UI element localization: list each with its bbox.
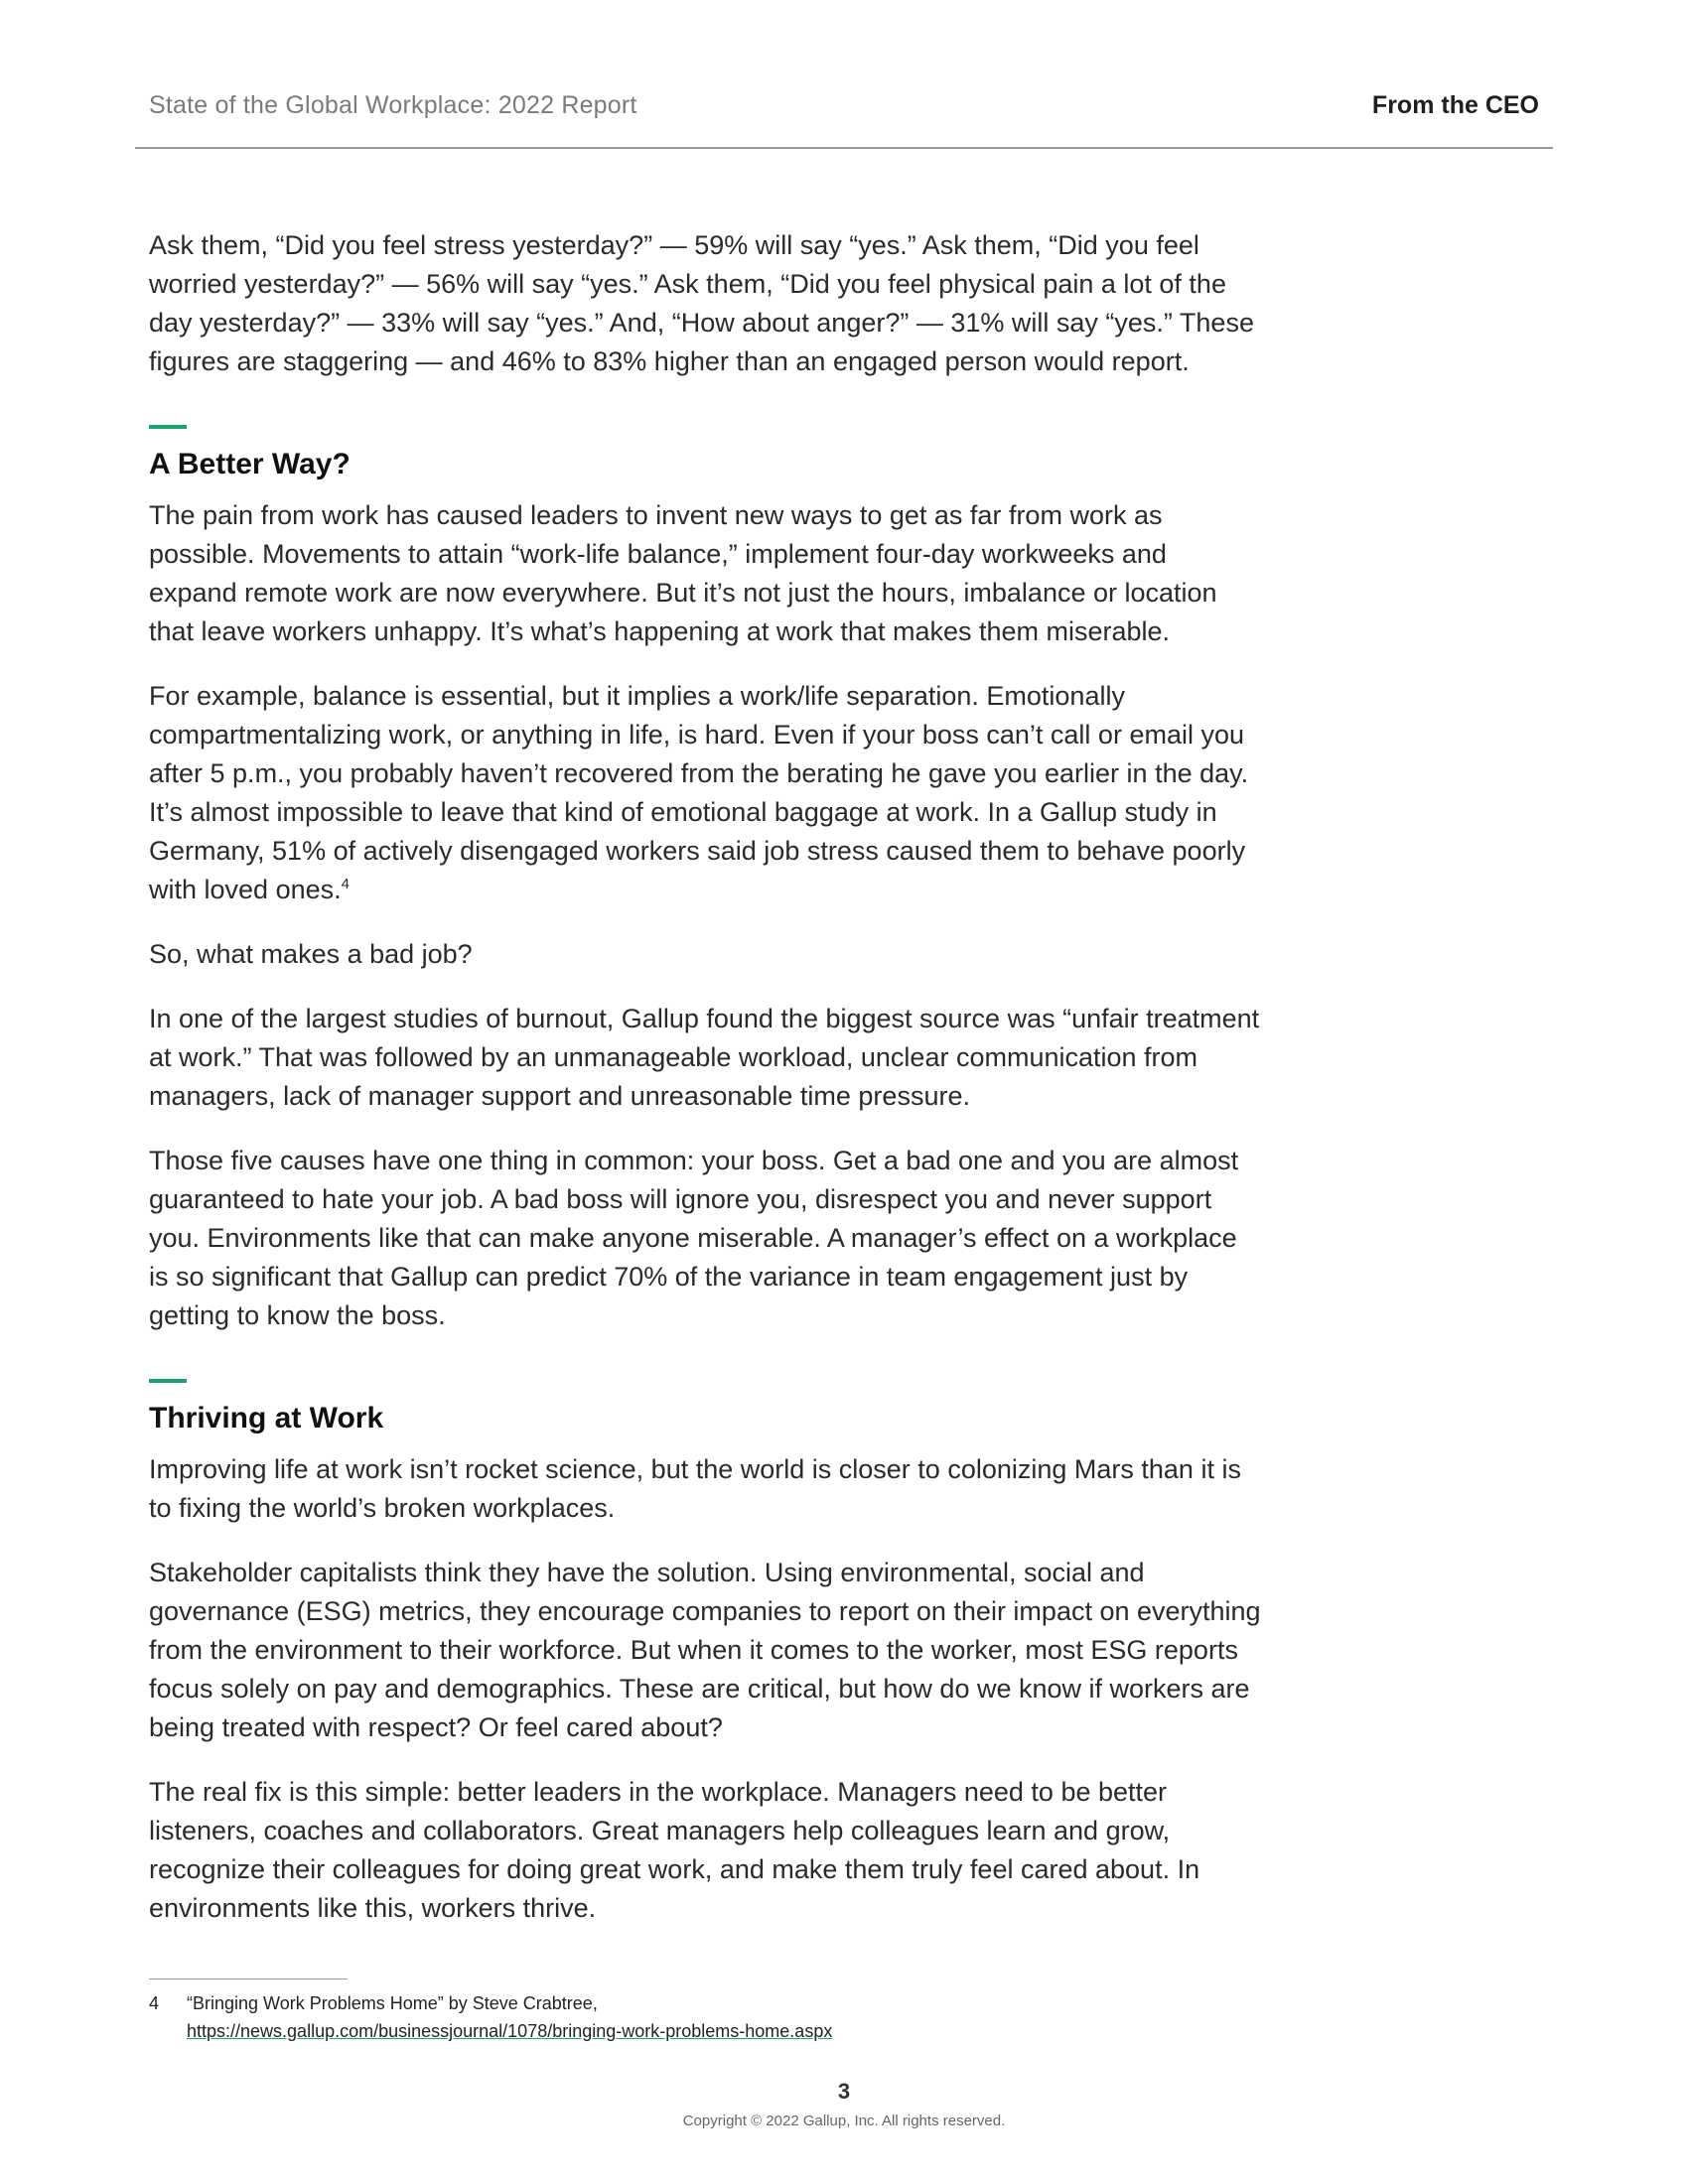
copyright-notice: Copyright © 2022 Gallup, Inc. All rights reserved. [682,2113,1006,2129]
body-paragraph [149,677,1261,909]
report-title: State of the Global Workplace: 2022 Report [149,91,637,119]
header-divider [135,147,1553,149]
section-thriving-at-work [149,1379,1261,1928]
body-paragraph: The real fix is this simple: better leaders in the workplace. Managers need to be better listeners, coaches and collaborators. Great managers help colleagues learn and grow, recognize their colleagues for doing great work, and make them truly feel cared about. In environments like this, workers thrive. [149,1777,1200,1923]
section-accent-bar [149,1379,187,1383]
section-accent-bar [149,425,187,429]
section-label: From the CEO [1371,91,1539,119]
section-better-way [149,425,1261,1335]
main-content [149,226,1261,1954]
footnote-reference[interactable]: 4 [341,876,350,892]
section-heading: A Better Way? [149,448,351,480]
body-paragraph: The pain from work has caused leaders to invent new ways to get as far from work as possible. Movements to attain “work-life balance,” implement four-day workweeks and expand remote work are now everywhere. But it’s not just the hours, imbalance or location that leave workers unhappy. It’s what’s happening at work that makes them miserable. [149,500,1217,646]
body-paragraph: In one of the largest studies of burnout, Gallup found the biggest source was “unfair treatment at work.” That was followed by an unmanageable workload, unclear communication from managers, lack of manager support and unreasonable time pressure. [149,1004,1260,1111]
body-paragraph: Those five causes have one thing in common: your boss. Get a bad one and you are almost guaranteed to hate your job. A bad boss will ignore you, disrespect you and never support you. Environments like that can make anyone miserable. A manager’s effect on a workplace is so significant that Gallup can predict 70% of the variance in team engagement just by getting to know the boss. [149,1146,1239,1330]
section-heading: Thriving at Work [149,1402,384,1434]
page-number: 3 [837,2079,851,2104]
intro-paragraph: Ask them, “Did you feel stress yesterday?” — 59% will say “yes.” Ask them, “Did you feel worried yesterday?” — 56% will say “yes.” Ask them, “Did you feel physical pain a lot of the day yesterday?” — 33% will say “yes.” And, “How about anger?” — 31% will say “yes.” These figures are staggering — and 46% to 83% higher than an engaged person would report. [149,230,1254,376]
footnote-number: 4 [149,1993,160,2013]
body-paragraph: Improving life at work isn’t rocket science, but the world is closer to colonizing Mars than it is to fixing the world’s broken workplaces. [149,1454,1241,1523]
footnote-text: “Bringing Work Problems Home” by Steve Crabtree, [187,1993,598,2013]
footnote-link[interactable]: https://news.gallup.com/businessjournal/1078/bringing-work-problems-home.aspx [187,2021,833,2041]
footnote [149,1989,1043,2045]
paragraph-text: For example, balance is essential, but it implies a work/life separation. Emotionally compartmentalizing work, or anything in life, is hard. Even if your boss can’t call or email you after 5 p.m., you probably haven’t recovered from the berating he gave you earlier in the day. It’s almost impossible to leave that kind of emotional baggage at work. In a Gallup study in Germany, 51% of actively disengaged workers said job stress caused them to behave poorly with loved ones. [149,681,1249,904]
body-paragraph: Stakeholder capitalists think they have the solution. Using environmental, social and governance (ESG) metrics, they encourage companies to report on their impact on everything from the environment to their workforce. But when it comes to the worker, most ESG reports focus solely on pay and demographics. These are critical, but how do we know if workers are being treated with respect? Or feel cared about? [149,1558,1261,1742]
body-paragraph: So, what makes a bad job? [149,939,473,969]
